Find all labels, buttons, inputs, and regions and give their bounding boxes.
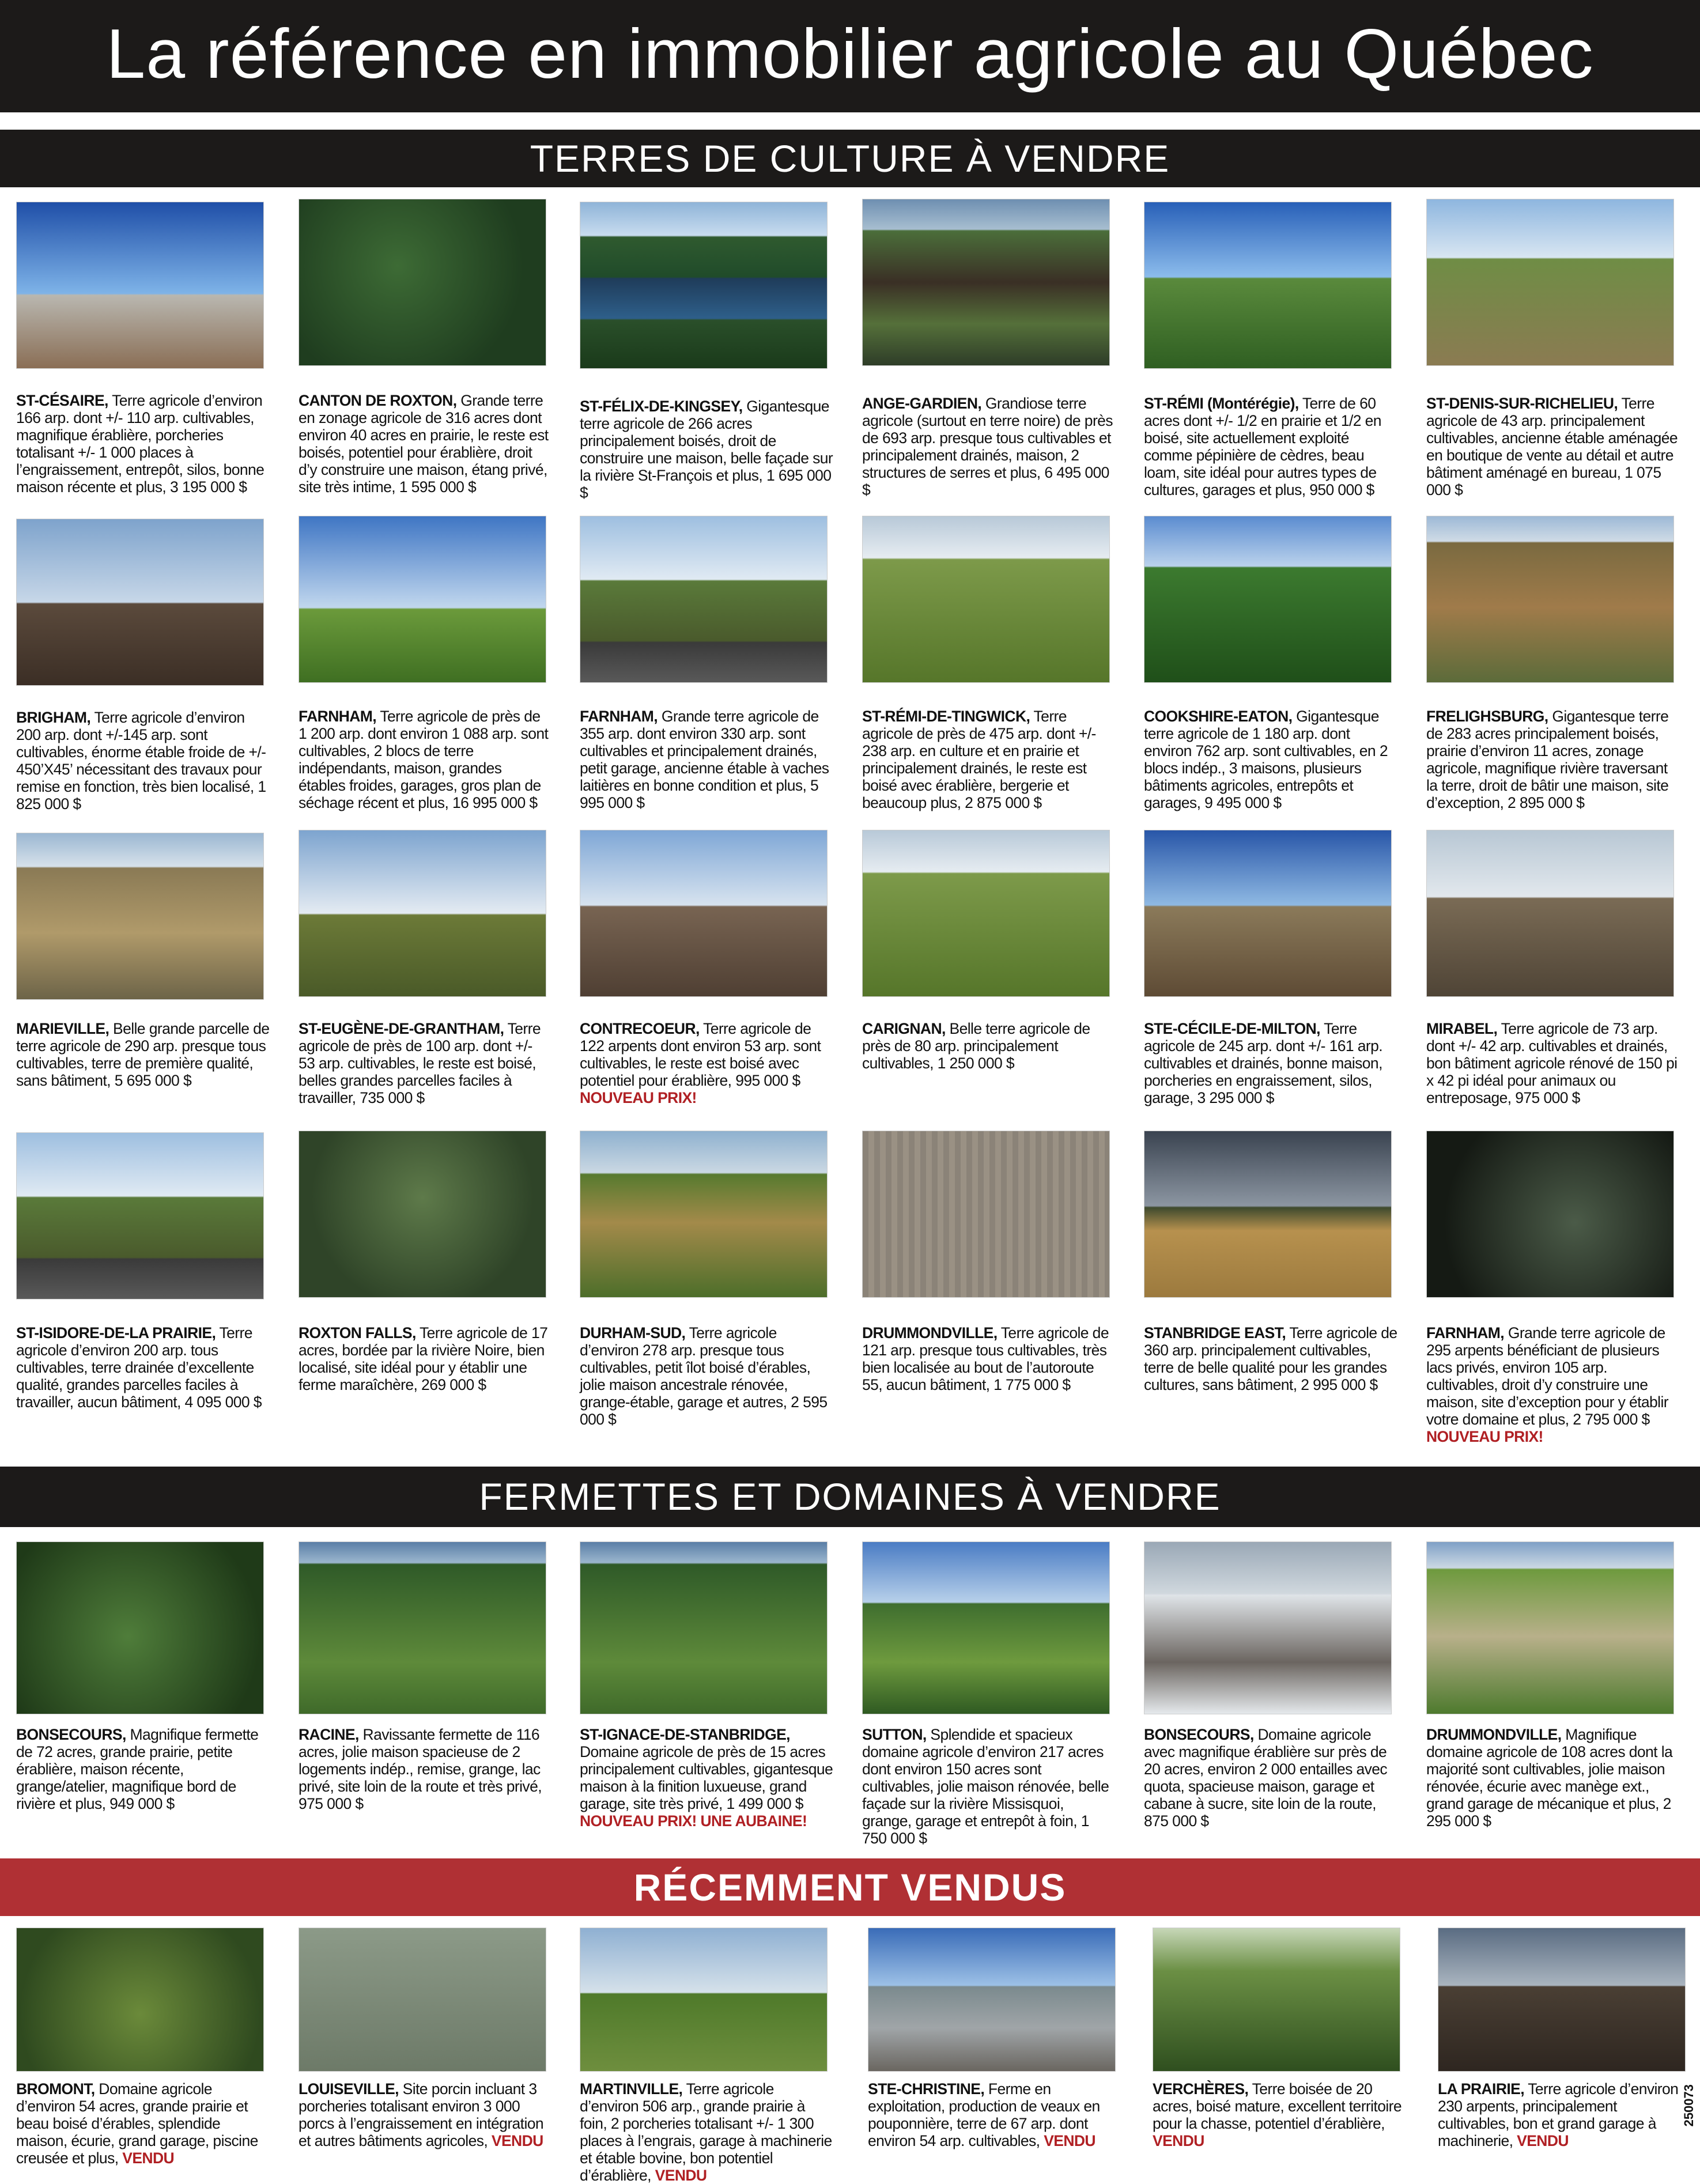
property-details: Terre agricole de 121 arp. presque tous cultivables, très bien localisée au bout de l’autoroute 55, aucun bâtiment, 1 775 000 $ [862,1324,1109,1393]
property-description [299,1726,552,1812]
property-description [16,392,270,496]
property-description [299,1324,552,1393]
publication-code: 250073 [1682,2084,1696,2126]
property-description [299,392,552,496]
property-location: FRELIGHSBURG, [1426,708,1548,725]
property-location: DRUMMONDVILLE, [1426,1726,1562,1743]
property-photo[interactable] [580,516,828,683]
property-description [16,709,270,813]
property-photo[interactable] [1426,199,1674,366]
property-details: Domaine agricole de près de 15 acres principalement cultivables, gigantesque maison à la finition luxueuse, grand garage, site très privé, 1 499 000 $ [580,1743,833,1812]
property-details: Terre agricole de 73 arp. dont +/- 42 arp. cultivables et drainés, bon bâtiment agricole rénové de 150 pi x 42 pi idéal pour animaux ou entreposage, 975 000 $ [1426,1020,1678,1106]
property-location: BONSECOURS, [1144,1726,1254,1743]
section-banner-fermettes [0,1467,1700,1527]
page-header [0,0,1700,112]
property-location: CANTON DE ROXTON, [299,392,457,409]
property-description [16,1020,270,1089]
property-details: Terre agricole de près de 1 200 arp. dont environ 1 088 arp. sont cultivables, 2 blocs de terre indépendants, maison, grandes étables froides, garages, gros plan de séchage récent et plus, 16 995 000 $ [299,708,549,811]
price-update-badge: NOUVEAU PRIX! [1426,1428,1543,1445]
property-photo[interactable] [299,516,546,683]
sold-badge: VENDU [491,2132,543,2149]
property-photo[interactable] [299,1928,546,2072]
property-photo[interactable] [1438,1928,1686,2072]
property-location: MARTINVILLE, [580,2080,683,2098]
property-description [1426,1726,1680,1830]
property-location: LOUISEVILLE, [299,2080,399,2098]
property-details: Terre agricole d’environ 506 arp., grande prairie à foin, 2 porcheries totalisant +/- 1 300 places à l’engrais, garage à machinerie et étable bovine, bon potentiel d’érablière, [580,2080,832,2184]
property-photo[interactable] [1144,1131,1392,1298]
property-location: MIRABEL, [1426,1020,1498,1037]
property-photo[interactable] [862,830,1110,997]
property-description [862,708,1116,811]
property-details: Terre agricole d’environ 200 arp. dont +/-145 arp. sont cultivables, énorme étable froide de +/- 450’X45’ nécessitant des travaux pour remise en fonction, très bien localisé, 1 825 000 $ [16,709,266,813]
property-description [862,395,1116,498]
property-description [1438,2080,1691,2149]
property-description [1144,1324,1397,1393]
property-details: Terre agricole de 17 acres, bordée par la rivière Noire, bien localisé, site idéal pour y établir une ferme maraîchère, 269 000 $ [299,1324,548,1393]
property-location: FARNHAM, [1426,1324,1505,1342]
sold-badge: VENDU [1517,2132,1569,2149]
property-photo[interactable] [1144,202,1392,369]
property-photo[interactable] [862,199,1110,366]
property-photo[interactable] [580,1928,828,2072]
price-update-badge: NOUVEAU PRIX! [580,1089,697,1106]
property-details: Terre agricole de 43 arp. principalement cultivables, ancienne étable aménagée en boutique de vente au détail et autre bâtiment aménagé en bureau, 1 075 000 $ [1426,395,1678,498]
property-photo[interactable] [299,199,546,366]
property-description [1144,708,1397,811]
section-banner-terres [0,130,1700,187]
property-location: ST-EUGÈNE-DE-GRANTHAM, [299,1020,504,1037]
property-photo[interactable] [862,1131,1110,1298]
property-photo[interactable] [299,1541,546,1714]
section-title-vendus: RÉCEMMENT VENDUS [633,1866,1067,1909]
section-banner-vendus [0,1858,1700,1916]
property-description [580,398,833,501]
property-details: Domaine agricole d’environ 54 acres, grande prairie et beau boisé d’érables, splendide maison, écurie, grand garage, piscine creusée et plus, [16,2080,258,2167]
property-location: ST-IGNACE-DE-STANBRIDGE, [580,1726,790,1743]
property-photo[interactable] [1426,1131,1674,1298]
property-photo[interactable] [16,1928,264,2072]
property-description [299,1020,552,1106]
property-details: Terre agricole de 360 arp. principalement cultivables, terre de belle qualité pour les grandes cultures, sans bâtiment, 2 995 000 $ [1144,1324,1397,1393]
property-description [580,1324,833,1428]
property-description [868,2080,1121,2149]
property-location: BROMONT, [16,2080,95,2098]
property-location: DRUMMONDVILLE, [862,1324,998,1342]
property-description [580,2080,833,2184]
property-location: ST-CÉSAIRE, [16,392,108,409]
property-photo[interactable] [868,1928,1116,2072]
property-details: Gigantesque terre agricole de 266 acres principalement boisés, droit de construire une maison, belle façade sur la rivière St-François et plus, 1 695 000 $ [580,398,833,501]
property-location: STANBRIDGE EAST, [1144,1324,1286,1342]
property-location: BRIGHAM, [16,709,91,726]
property-description [580,708,833,811]
property-details: Gigantesque terre de 283 acres principalement boisés, prairie d’environ 11 acres, zonage agricole, magnifique rivière traversant la terre, droit de bâtir une maison, site d’exception, 2 895 000 $ [1426,708,1669,811]
property-location: SUTTON, [862,1726,927,1743]
property-description [1144,395,1397,498]
property-location: FARNHAM, [580,708,658,725]
property-description [16,1726,270,1812]
property-location: VERCHÈRES, [1153,2080,1249,2098]
property-photo[interactable] [299,1131,546,1298]
property-photo[interactable] [580,1541,828,1714]
property-photo[interactable] [1426,1541,1674,1714]
property-location: RACINE, [299,1726,359,1743]
property-details: Terre de 60 acres dont +/- 1/2 en prairie et 1/2 en boisé, site actuellement exploité comme pépinière de cèdres, beau loam, site idéal pour autres types de cultures, garages et plus, 950 000 $ [1144,395,1381,498]
property-details: Terre agricole d’environ 278 arp. presque tous cultivables, petit îlot boisé d’érables, jolie maison ancestrale rénovée, grange-étable, garage et autres, 2 595 000 $ [580,1324,828,1428]
property-photo[interactable] [299,830,546,997]
property-location: LA PRAIRIE, [1438,2080,1524,2098]
property-location: ST-ISIDORE-DE-LA PRAIRIE, [16,1324,216,1342]
property-location: ANGE-GARDIEN, [862,395,982,412]
property-photo[interactable] [580,1131,828,1298]
property-details: Belle terre agricole de près de 80 arp. principalement cultivables, 1 250 000 $ [862,1020,1090,1072]
property-description [862,1726,1116,1847]
property-location: CARIGNAN, [862,1020,946,1037]
property-details: Ferme en exploitation, production de veaux en pouponnière, terre de 67 arp. dont environ 54 arp. cultivables, [868,2080,1100,2149]
property-photo[interactable] [16,833,264,1000]
property-details: Belle grande parcelle de terre agricole de 290 arp. presque tous cultivables, terre de première qualité, sans bâtiment, 5 695 000 $ [16,1020,270,1089]
property-location: STE-CHRISTINE, [868,2080,985,2098]
property-photo[interactable] [16,1541,264,1714]
property-details: Terre agricole de 122 arpents dont environ 53 arp. sont cultivables, le reste est boisé avec potentiel pour érablière, 995 000 $ [580,1020,821,1089]
property-photo[interactable] [1144,516,1392,683]
property-photo[interactable] [1426,830,1674,997]
property-description [1426,1324,1680,1445]
property-details: Splendide et spacieux domaine agricole d’environ 217 acres dont environ 150 acres sont cultivables, jolie maison rénovée, belle façade sur la rivière Missisquoi, grange, garage et entrepôt à foin, 1 750 000 $ [862,1726,1109,1847]
property-description [299,2080,552,2149]
property-photo[interactable] [16,202,264,369]
property-details: Terre agricole d’environ 200 arp. tous cultivables, terre drainée d’excellente qualité, grandes parcelles faciles à travailler, aucun bâtiment, 4 095 000 $ [16,1324,262,1411]
header-divider [0,114,1700,127]
property-photo[interactable] [1153,1928,1400,2072]
property-details: Grande terre agricole de 355 arp. dont environ 330 arp. sont cultivables et principalement drainés, petit garage, ancienne étable à vaches laitières en bonne condition et plus, 5 995 000 $ [580,708,829,811]
property-details: Gigantesque terre agricole de 1 180 arp. dont environ 762 arp. sont cultivables, en 2 blocs indép., 3 maisons, plusieurs bâtiments agricoles, entrepôts et garages, 9 495 000 $ [1144,708,1388,811]
property-location: ROXTON FALLS, [299,1324,416,1342]
property-location: CONTRECOEUR, [580,1020,700,1037]
property-details: Magnifique domaine agricole de 108 acres dont la majorité sont cultivables, jolie maison rénovée, écurie avec manège ext., grand garage de mécanique et plus, 2 295 000 $ [1426,1726,1673,1830]
property-description [299,708,552,811]
property-location: ST-RÉMI (Montérégie), [1144,395,1299,412]
property-description [1426,395,1680,498]
property-details: Grande terre en zonage agricole de 316 acres dont environ 40 acres en prairie, le reste est boisés, potentiel pour érablière, droit d’y construire une maison, étang privé, site très intime, 1 595 000 $ [299,392,549,496]
property-photo[interactable] [16,519,264,686]
property-description [1153,2080,1406,2149]
property-details: Magnifique fermette de 72 acres, grande prairie, petite érablière, maison récente, grange/atelier, magnifique bord de rivière et plus, 949 000 $ [16,1726,259,1812]
property-details: Terre agricole de près de 475 arp. dont +/- 238 arp. en culture et en prairie et principalement drainés, le reste est boisé avec érablière, bergerie et beaucoup plus, 2 875 000 $ [862,708,1096,811]
page-title: La référence en immobilier agricole au Québec [106,14,1594,93]
property-photo[interactable] [580,202,828,369]
property-description [1144,1020,1397,1106]
property-details: Grande terre agricole de 295 arpents bénéficiant de plusieurs lacs privés, environ 105 arp. cultivables, droit d’y construire une maison, site d’exception pour y établir votre domaine et plus, 2 795 000 $ [1426,1324,1668,1428]
sold-badge: VENDU [655,2167,707,2184]
property-location: COOKSHIRE-EATON, [1144,708,1293,725]
property-photo[interactable] [862,516,1110,683]
property-description [580,1020,833,1106]
property-location: FARNHAM, [299,708,377,725]
property-description [1426,1020,1680,1106]
property-photo[interactable] [16,1132,264,1299]
property-description [16,2080,270,2167]
property-photo[interactable] [862,1541,1110,1714]
sold-badge: VENDU [122,2149,175,2167]
property-location: MARIEVILLE, [16,1020,109,1037]
section-title-terres: TERRES DE CULTURE À VENDRE [530,137,1170,180]
property-description [1426,708,1680,811]
property-details: Terre agricole de près de 100 arp. dont +/- 53 arp. cultivables, le reste est boisé, belles grandes parcelles faciles à travailler, 735 000 $ [299,1020,541,1106]
property-photo[interactable] [1144,1541,1392,1714]
property-description [862,1020,1116,1072]
property-location: ST-DENIS-SUR-RICHELIEU, [1426,395,1618,412]
property-details: Domaine agricole avec magnifique érablière sur près de 20 acres, environ 2 000 entailles avec quota, spacieuse maison, garage et cabane à sucre, site loin de la route, 875 000 $ [1144,1726,1388,1830]
property-details: Terre agricole d’environ 166 arp. dont +/- 110 arp. cultivables, magnifique érablière, porcheries totalisant +/- 1 000 places à l’engraissement, entrepôt, silos, bonne maison récente et plus, 3 195 000 $ [16,392,265,496]
property-photo[interactable] [580,830,828,997]
property-details: Ravissante fermette de 116 acres, jolie maison spacieuse de 2 logements indép., remise, grange, lac privé, site loin de la route et très privé, 975 000 $ [299,1726,542,1812]
property-description [862,1324,1116,1393]
sold-badge: VENDU [1044,2132,1095,2149]
property-location: STE-CÉCILE-DE-MILTON, [1144,1020,1320,1037]
property-details: Terre agricole d’environ 230 arpents, principalement cultivables, bon et grand garage à machinerie, [1438,2080,1679,2149]
property-description [16,1324,270,1411]
property-location: BONSECOURS, [16,1726,126,1743]
property-photo[interactable] [1426,516,1674,683]
price-update-badge: NOUVEAU PRIX! UNE AUBAINE! [580,1812,807,1830]
sold-badge: VENDU [1153,2132,1204,2149]
property-description [1144,1726,1397,1830]
section-title-fermettes: FERMETTES ET DOMAINES À VENDRE [479,1475,1221,1518]
property-details: Site porcin incluant 3 porcheries totalisant environ 3 000 porcs à l’engraissement en intégration et autres bâtiments agricoles, [299,2080,544,2149]
property-details: Terre agricole de 245 arp. dont +/- 161 arp. cultivables et drainés, bonne maison, porcheries en engraissement, silos, garage, 3 295 000 $ [1144,1020,1383,1106]
property-location: ST-FÉLIX-DE-KINGSEY, [580,398,743,415]
property-details: Grandiose terre agricole (surtout en terre noire) de près de 693 arp. presque tous cultivables et principalement drainés, maison, 2 structures de serres et plus, 6 495 000 $ [862,395,1113,498]
property-location: ST-RÉMI-DE-TINGWICK, [862,708,1030,725]
property-details: Terre boisée de 20 acres, boisé mature, excellent territoire pour la chasse, potentiel d’érablière, [1153,2080,1401,2132]
property-photo[interactable] [1144,830,1392,997]
property-description [580,1726,833,1830]
property-location: DURHAM-SUD, [580,1324,686,1342]
